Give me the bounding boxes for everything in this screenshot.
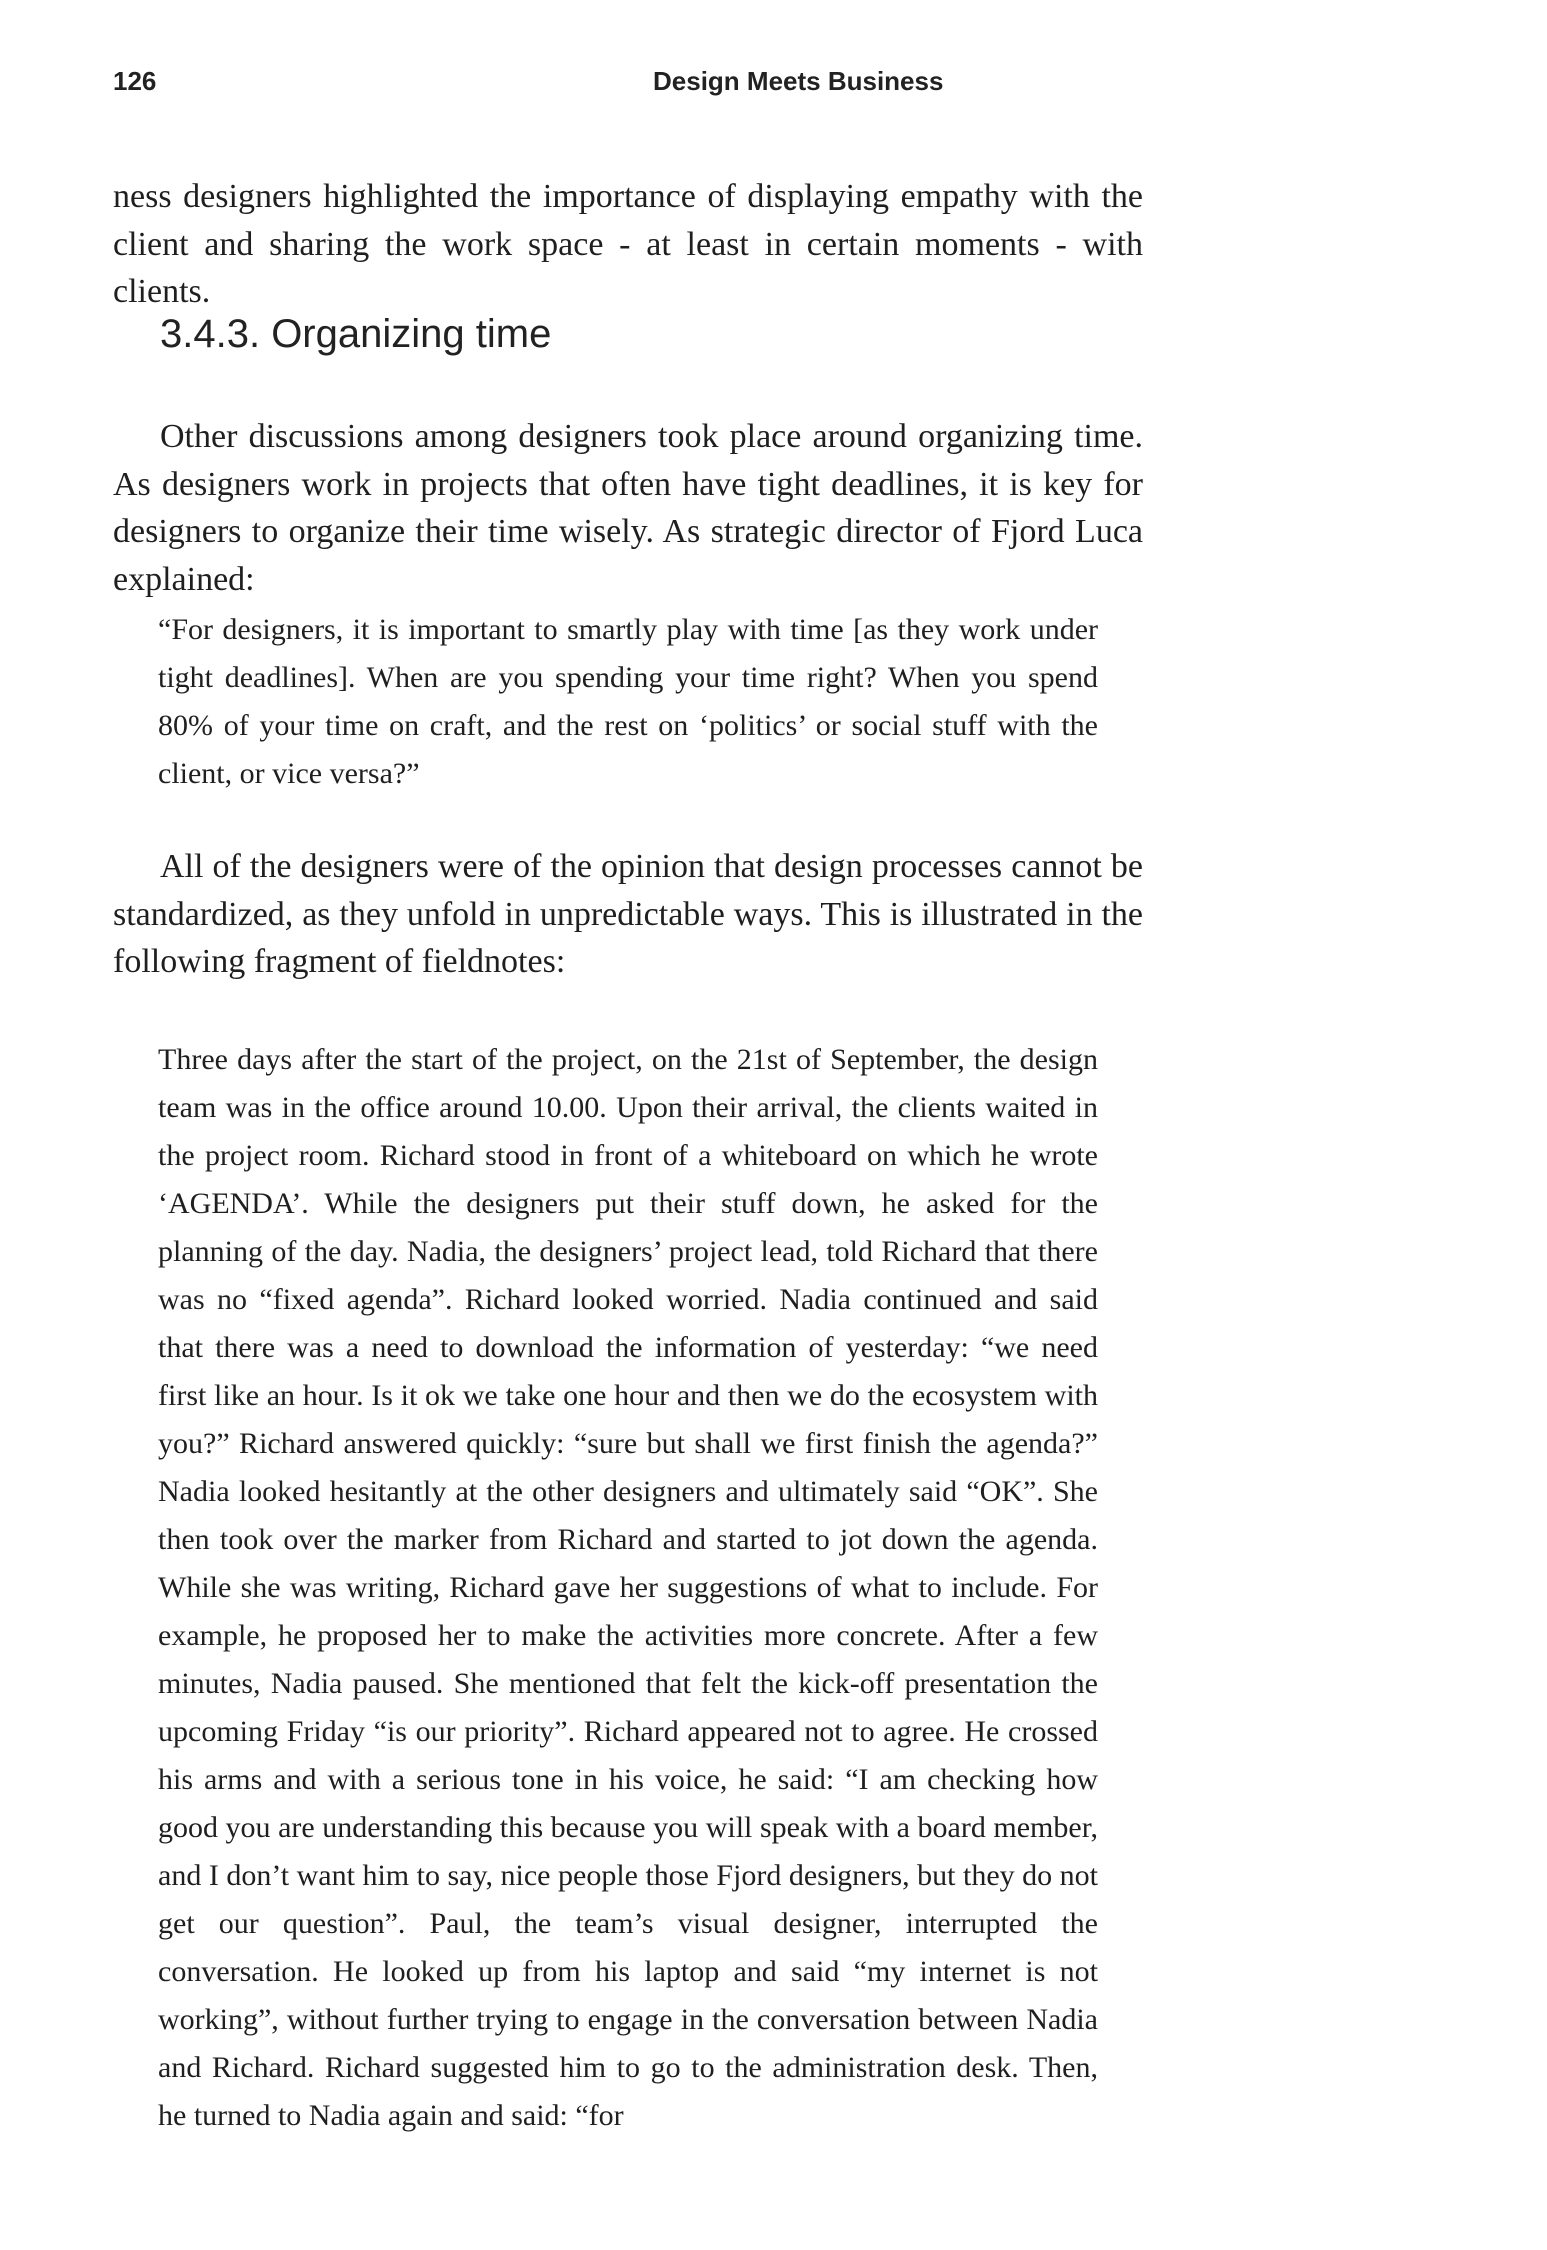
book-title: Design Meets Business [653,66,944,96]
paragraph-continued: ness designers highlighted the importance of displaying empathy with the client and sharing the work space - at least in certain moments - with clients. [113,178,1143,310]
paragraph-organizing-time: Other discussions among designers took place around organizing time. As designers work in projects that often have tight deadlines, it is key for designers to organize their time wisely. As strategic director of Fjord Luca explained: [113,418,1143,598]
fieldnotes-excerpt: Three days after the start of the project, on the 21st of September, the design team was in the office around 10.00. Upon their arrival, the clients waited in the project room. Richard stood in front of a whiteboard on which he wrote ‘AGENDA’. While the designers put their stuff down, he asked for the planning of the day. Nadia, the designers’ project lead, told Richard that there was no “fixed agenda”. Richard looked worried. Nadia continued and said that there was a need to download the information of yesterday: “we need first like an hour. Is it ok we take one hour and then we do the ecosystem with you?” Richard answered quickly: “sure but shall we first finish the agenda?” Nadia looked hesitantly at the other designers and ultimately said “OK”. She then took over the marker from Richard and started to jot down the agenda. While she was writing, Richard gave her suggestions of what to include. For example, he proposed her to make the activities more concrete. After a few minutes, Nadia paused. She mentioned that felt the kick-off presentation the upcoming Friday “is our priority”. Richard appeared not to agree. He crossed his arms and with a serious tone in his voice, he said: “I am checking how good you are understanding this because you will speak with a board member, and I don’t want him to say, nice people those Fjord designers, but they do not get our question”. Paul, the team’s visual designer, interrupted the conversation. He looked up from his laptop and said “my internet is not working”, without further trying to engage in the conversation between Nadia and Richard. Richard suggested him to go to the administration desk. Then, he turned to Nadia again and said: “for [158,1043,1098,2132]
quote-luca: “For designers, it is important to smartly play with time [as they work under tight deadlines]. When are you spending your time right? When you spend 80% of your time on craft, and the rest on ‘politics’ or social stuff with the client, or vice versa?” [158,613,1098,790]
page-number: 126 [113,66,157,96]
running-head [0,66,1547,106]
paragraph-standardized: All of the designers were of the opinion that design processes cannot be standardized, as they unfold in unpredictable ways. This is illustrated in the following fragment of fieldnotes: [113,848,1143,980]
section-heading: 3.4.3. Organizing time [160,312,552,356]
